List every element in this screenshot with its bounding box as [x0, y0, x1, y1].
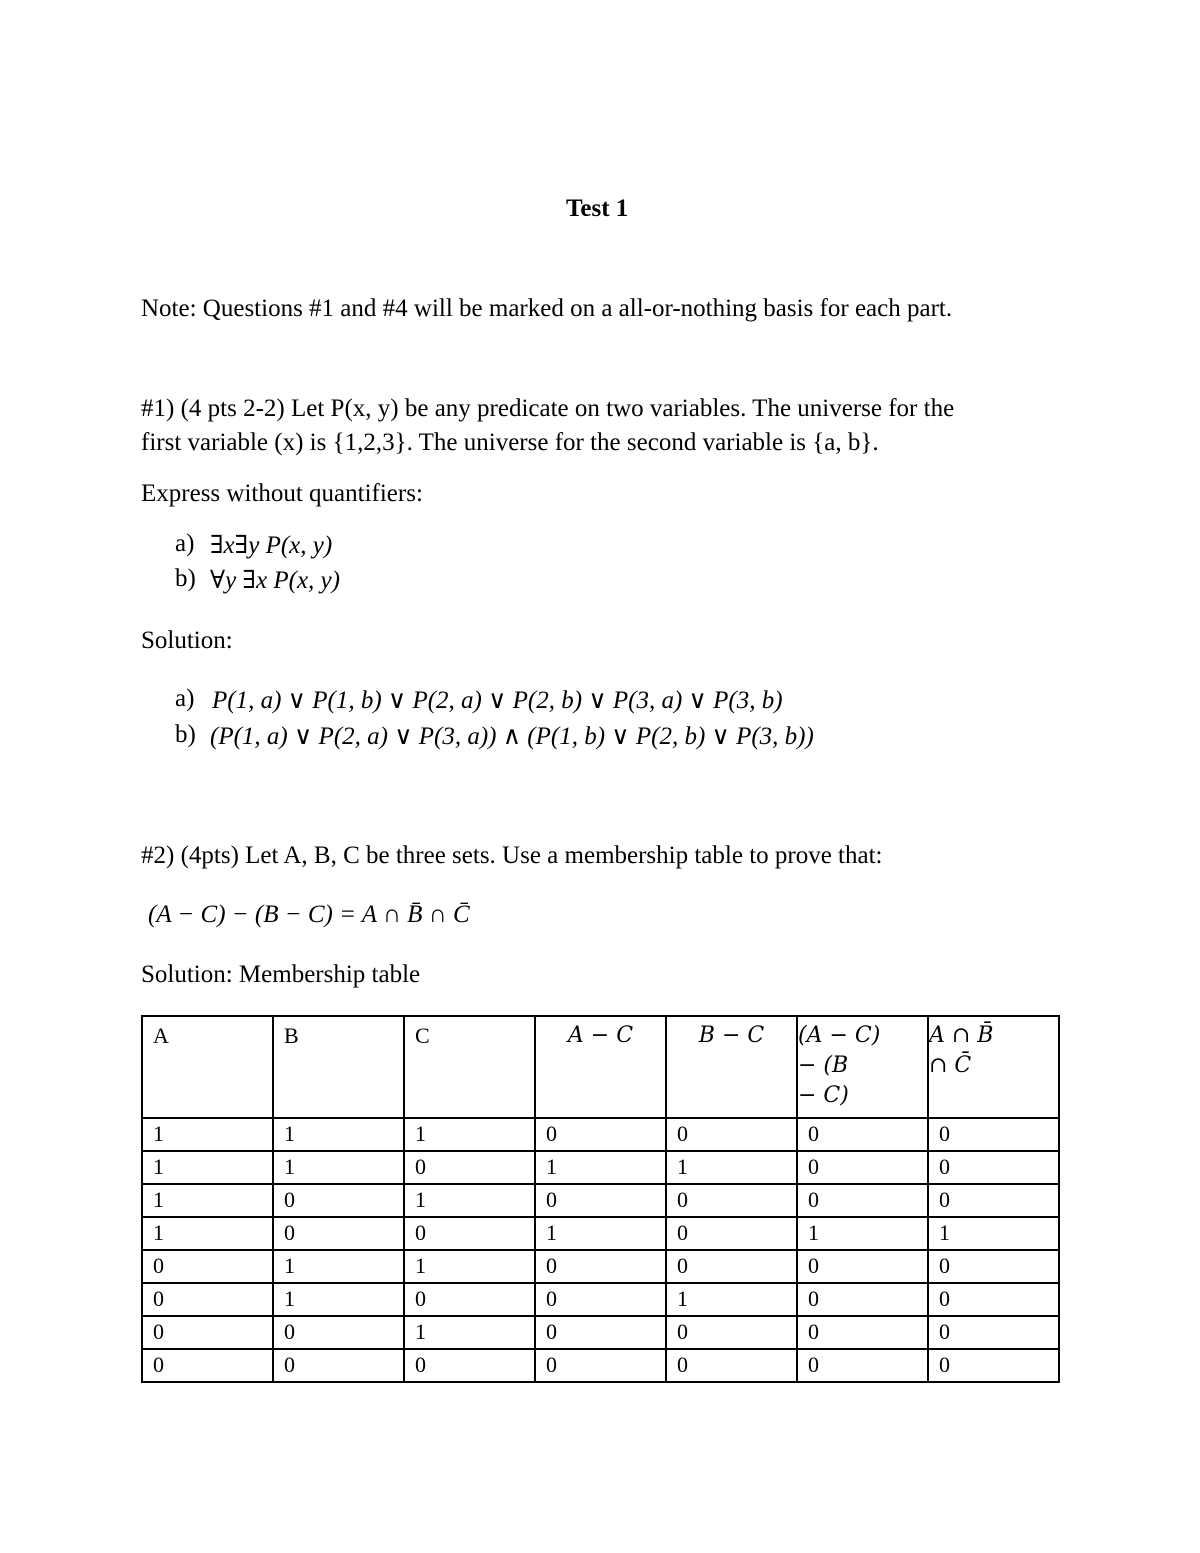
table-cell: 0	[928, 1349, 1059, 1382]
table-cell: 0	[928, 1184, 1059, 1217]
q1-solution-a-expr: P(1, a) ∨ P(1, b) ∨ P(2, a) ∨ P(2, b) ∨ P(3, a) ∨ P(3, b)	[212, 687, 783, 714]
table-header-cell: C	[404, 1016, 535, 1118]
table-cell: 0	[928, 1316, 1059, 1349]
table-cell: 0	[273, 1316, 404, 1349]
table-cell: 0	[535, 1283, 666, 1316]
q1-part-a-label: a)	[175, 530, 195, 557]
table-header-cell: B − C	[666, 1016, 797, 1118]
q1-line-2: first variable (x) is {1,2,3}. The universe for the second variable is {a, b}.	[141, 429, 879, 456]
table-cell: 0	[142, 1349, 273, 1382]
table-cell: 1	[928, 1217, 1059, 1250]
table-cell: 0	[797, 1184, 928, 1217]
q1-part-a-expr: ∃x∃y P(x, y)	[210, 532, 333, 559]
q1-part-b-label: b)	[175, 565, 196, 592]
table-cell: 1	[273, 1250, 404, 1283]
table-cell: 1	[535, 1151, 666, 1184]
table-cell: 1	[404, 1118, 535, 1151]
table-cell: 0	[142, 1316, 273, 1349]
table-cell: 0	[535, 1250, 666, 1283]
q2-identity: (A − C) − (B − C) = A ∩ B̄ ∩ C̄	[148, 901, 470, 928]
table-header-cell: A ∩ B̄ ∩ C̄	[928, 1016, 1059, 1118]
table-cell: 0	[928, 1250, 1059, 1283]
table-cell: 0	[404, 1151, 535, 1184]
table-row	[142, 1151, 1059, 1184]
q1-part-b-expr: ∀y ∃x P(x, y)	[210, 567, 340, 594]
table-cell: 1	[404, 1316, 535, 1349]
table-cell: 0	[404, 1283, 535, 1316]
table-cell: 1	[142, 1151, 273, 1184]
table-cell: 0	[404, 1349, 535, 1382]
table-cell: 1	[535, 1217, 666, 1250]
table-row	[142, 1349, 1059, 1382]
q1-instruction: Express without quantifiers:	[141, 480, 423, 507]
table-cell: 0	[666, 1118, 797, 1151]
note-text: Note: Questions #1 and #4 will be marked on a all-or-nothing basis for each part.	[141, 295, 953, 322]
table-cell: 0	[666, 1349, 797, 1382]
table-cell: 0	[797, 1316, 928, 1349]
membership-table	[141, 1015, 1060, 1383]
table-row	[142, 1118, 1059, 1151]
table-cell: 0	[928, 1283, 1059, 1316]
table-cell: 0	[273, 1349, 404, 1382]
table-cell: 0	[142, 1250, 273, 1283]
table-row	[142, 1316, 1059, 1349]
table-cell: 1	[273, 1151, 404, 1184]
table-header-cell: B	[273, 1016, 404, 1118]
table-cell: 0	[666, 1250, 797, 1283]
table-cell: 0	[666, 1217, 797, 1250]
table-cell: 0	[142, 1283, 273, 1316]
table-row	[142, 1250, 1059, 1283]
q1-solution-b-expr: (P(1, a) ∨ P(2, a) ∨ P(3, a)) ∧ (P(1, b) ∨ P(2, b) ∨ P(3, b))	[210, 723, 814, 750]
table-header-cell: (A − C) − (B − C)	[797, 1016, 928, 1118]
table-cell: 0	[797, 1250, 928, 1283]
table-cell: 0	[273, 1184, 404, 1217]
q1-line-1: #1) (4 pts 2-2) Let P(x, y) be any predicate on two variables. The universe for the	[141, 395, 955, 422]
table-cell: 1	[142, 1217, 273, 1250]
table-cell: 0	[928, 1151, 1059, 1184]
table-header-row	[142, 1016, 1059, 1118]
table-cell: 1	[404, 1250, 535, 1283]
table-cell: 1	[666, 1283, 797, 1316]
table-header-cell: A − C	[535, 1016, 666, 1118]
table-cell: 1	[142, 1118, 273, 1151]
table-cell: 0	[797, 1151, 928, 1184]
q1-solution-a-label: a)	[175, 685, 195, 712]
table-row	[142, 1217, 1059, 1250]
table-cell: 0	[797, 1349, 928, 1382]
table-header-cell: A	[142, 1016, 273, 1118]
page-title: Test 1	[566, 195, 629, 222]
table-cell: 0	[535, 1316, 666, 1349]
table-cell: 0	[666, 1184, 797, 1217]
q2-line-1: #2) (4pts) Let A, B, C be three sets. Use a membership table to prove that:	[141, 842, 883, 869]
table-row	[142, 1184, 1059, 1217]
table-cell: 0	[797, 1118, 928, 1151]
table-cell: 1	[666, 1151, 797, 1184]
table-cell: 0	[797, 1283, 928, 1316]
table-cell: 0	[273, 1217, 404, 1250]
table-cell: 0	[535, 1118, 666, 1151]
q1-solution-label: Solution:	[141, 627, 233, 654]
table-cell: 0	[928, 1118, 1059, 1151]
table-cell: 0	[535, 1349, 666, 1382]
table-cell: 0	[535, 1184, 666, 1217]
q2-solution-label: Solution: Membership table	[141, 961, 421, 988]
table-cell: 0	[666, 1316, 797, 1349]
table-cell: 0	[404, 1217, 535, 1250]
table-cell: 1	[404, 1184, 535, 1217]
table-cell: 1	[273, 1118, 404, 1151]
table-cell: 1	[797, 1217, 928, 1250]
table-row	[142, 1283, 1059, 1316]
table-cell: 1	[273, 1283, 404, 1316]
table-cell: 1	[142, 1184, 273, 1217]
q1-solution-b-label: b)	[175, 721, 196, 748]
